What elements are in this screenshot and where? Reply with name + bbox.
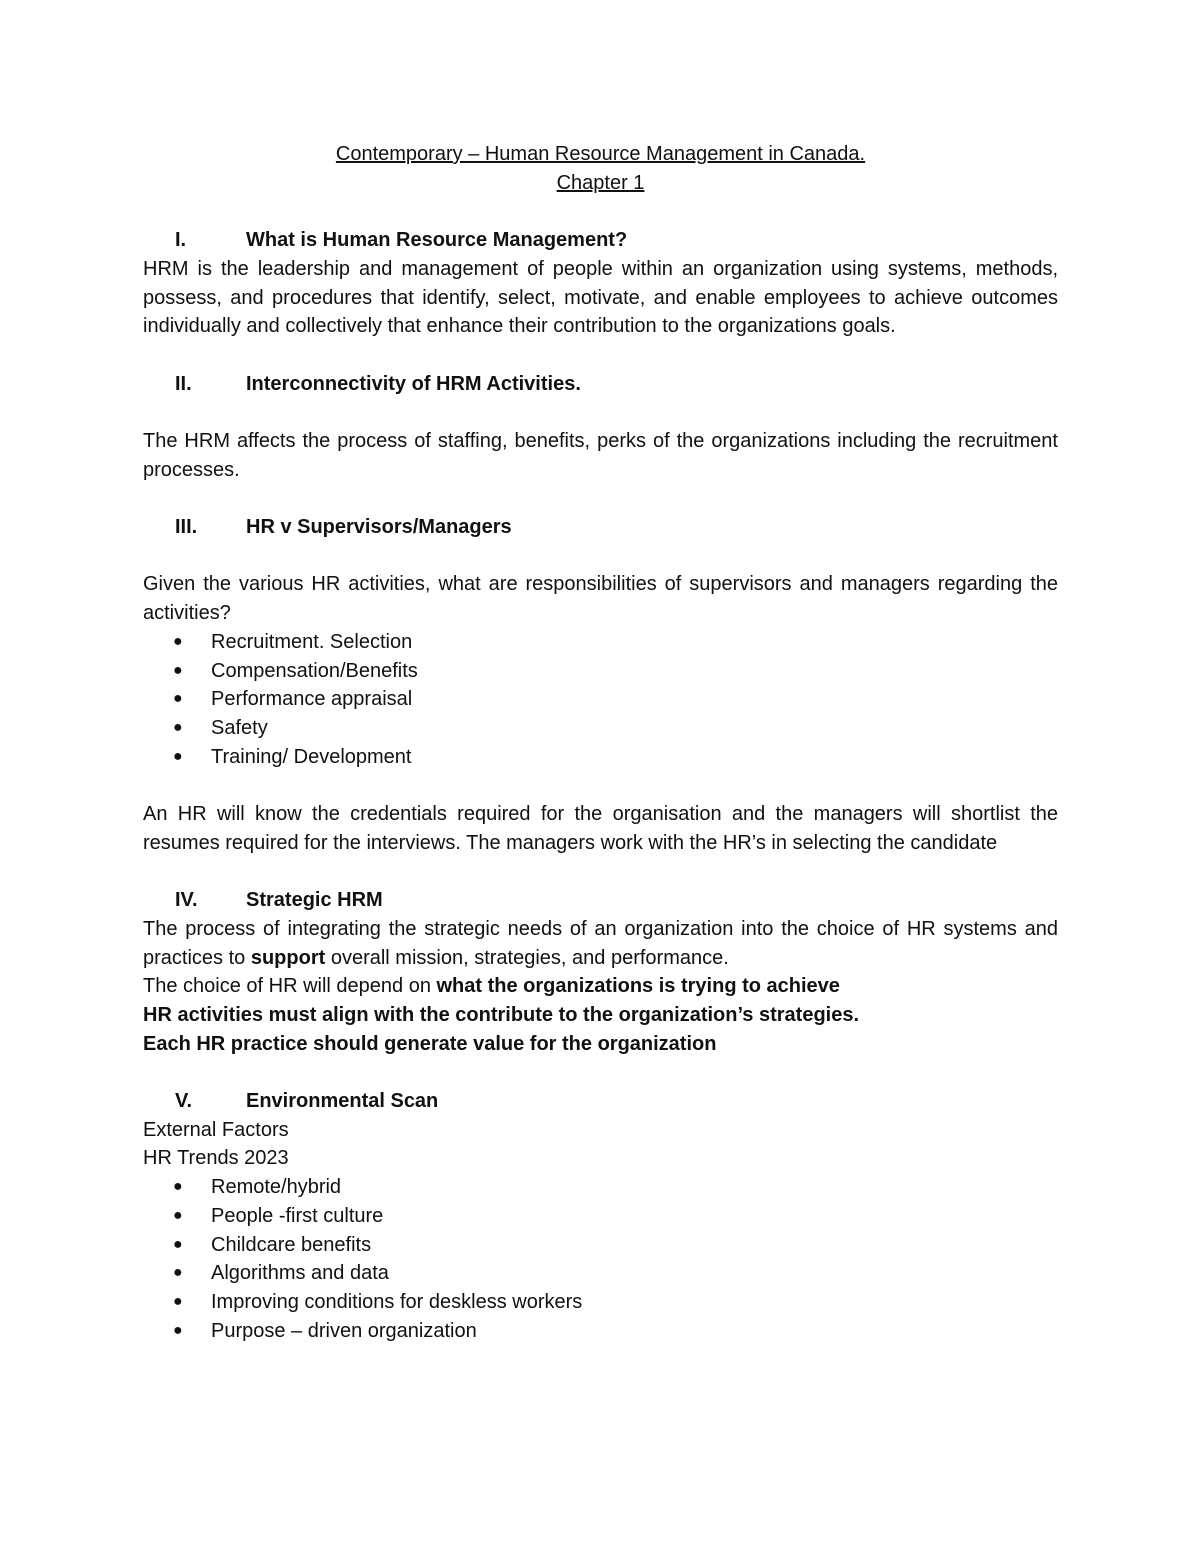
section-title: HR v Supervisors/Managers <box>246 516 512 539</box>
bullet-icon: ● <box>173 1235 183 1253</box>
document-title: Contemporary – Human Resource Management in Canada. <box>335 143 866 165</box>
bullet-icon: ● <box>173 690 183 708</box>
section-number: I. <box>175 229 187 252</box>
list-item: ● Improving conditions for deskless workers <box>143 1288 1058 1317</box>
list-item: ● Compensation/Benefits <box>143 657 1058 686</box>
document-content <box>143 140 1058 1345</box>
strategic-line-2: The choice of HR will depend on what the organizations is trying to achieve <box>143 975 840 998</box>
list-item: ● Training/ Development <box>143 743 1058 772</box>
bullet-list-responsibilities <box>143 628 1058 772</box>
document-subtitle: Chapter 1 <box>556 171 645 194</box>
list-item: ● Recruitment. Selection <box>143 628 1058 657</box>
list-item: ● Performance appraisal <box>143 685 1058 714</box>
list-item: ● Childcare benefits <box>143 1231 1058 1260</box>
list-item: ● Safety <box>143 714 1058 743</box>
list-item: ● Algorithms and data <box>143 1259 1058 1288</box>
section-title: What is Human Resource Management? <box>246 229 628 252</box>
section-heading-4 <box>143 886 1058 915</box>
scan-line-2: HR Trends 2023 <box>143 1147 289 1170</box>
strategic-line-4: Each HR practice should generate value for the organization <box>143 1032 717 1055</box>
bullet-icon: ● <box>173 1206 183 1224</box>
section-heading-3 <box>143 513 1058 542</box>
section-body: The HRM affects the process of staffing, benefits, perks of the organizations including the recruitment processes. <box>143 429 1058 481</box>
section-number: IV. <box>175 889 198 912</box>
section-intro: Given the various HR activities, what are responsibilities of supervisors and managers regarding the activities? <box>143 573 1058 625</box>
bullet-icon: ● <box>173 632 183 650</box>
list-item: ● People -first culture <box>143 1202 1058 1231</box>
strategic-line-1: The process of integrating the strategic needs of an organization into the choice of HR systems and practices to support overall mission, strategies, and performance. <box>143 917 1058 969</box>
bullet-icon: ● <box>173 1264 183 1282</box>
bullet-icon: ● <box>173 1321 183 1339</box>
section-number: III. <box>175 516 198 539</box>
section-number: II. <box>175 372 192 395</box>
list-item: ● Purpose – driven organization <box>143 1317 1058 1346</box>
section-title: Interconnectivity of HRM Activities. <box>246 372 581 395</box>
scan-line-1: External Factors <box>143 1118 289 1141</box>
section-heading-5 <box>143 1087 1058 1116</box>
section-body: HRM is the leadership and management of people within an organization using systems, methods, possess, and procedures that identify, select, motivate, and enable employees to achieve outcomes individually and collectively that enhance their contribution to the organizations goals. <box>143 257 1058 338</box>
list-item: ● Remote/hybrid <box>143 1173 1058 1202</box>
bullet-list-trends <box>143 1173 1058 1345</box>
bullet-icon: ● <box>173 747 183 765</box>
strategic-line-3: HR activities must align with the contribute to the organization’s strategies. <box>143 1003 860 1026</box>
section-number: V. <box>175 1090 193 1113</box>
section-title: Strategic HRM <box>246 889 383 912</box>
bullet-icon: ● <box>173 1293 183 1310</box>
section-title: Environmental Scan <box>246 1090 439 1113</box>
section-heading-2 <box>143 370 1058 399</box>
bullet-icon: ● <box>173 1178 183 1196</box>
section-heading-1 <box>143 226 1058 255</box>
section-closing: An HR will know the credentials required for the organisation and the managers will shortlist the resumes required for the interviews. The managers work with the HR’s in selecting the candidate <box>143 803 1058 854</box>
bullet-icon: ● <box>173 661 183 679</box>
bullet-icon: ● <box>173 718 183 736</box>
